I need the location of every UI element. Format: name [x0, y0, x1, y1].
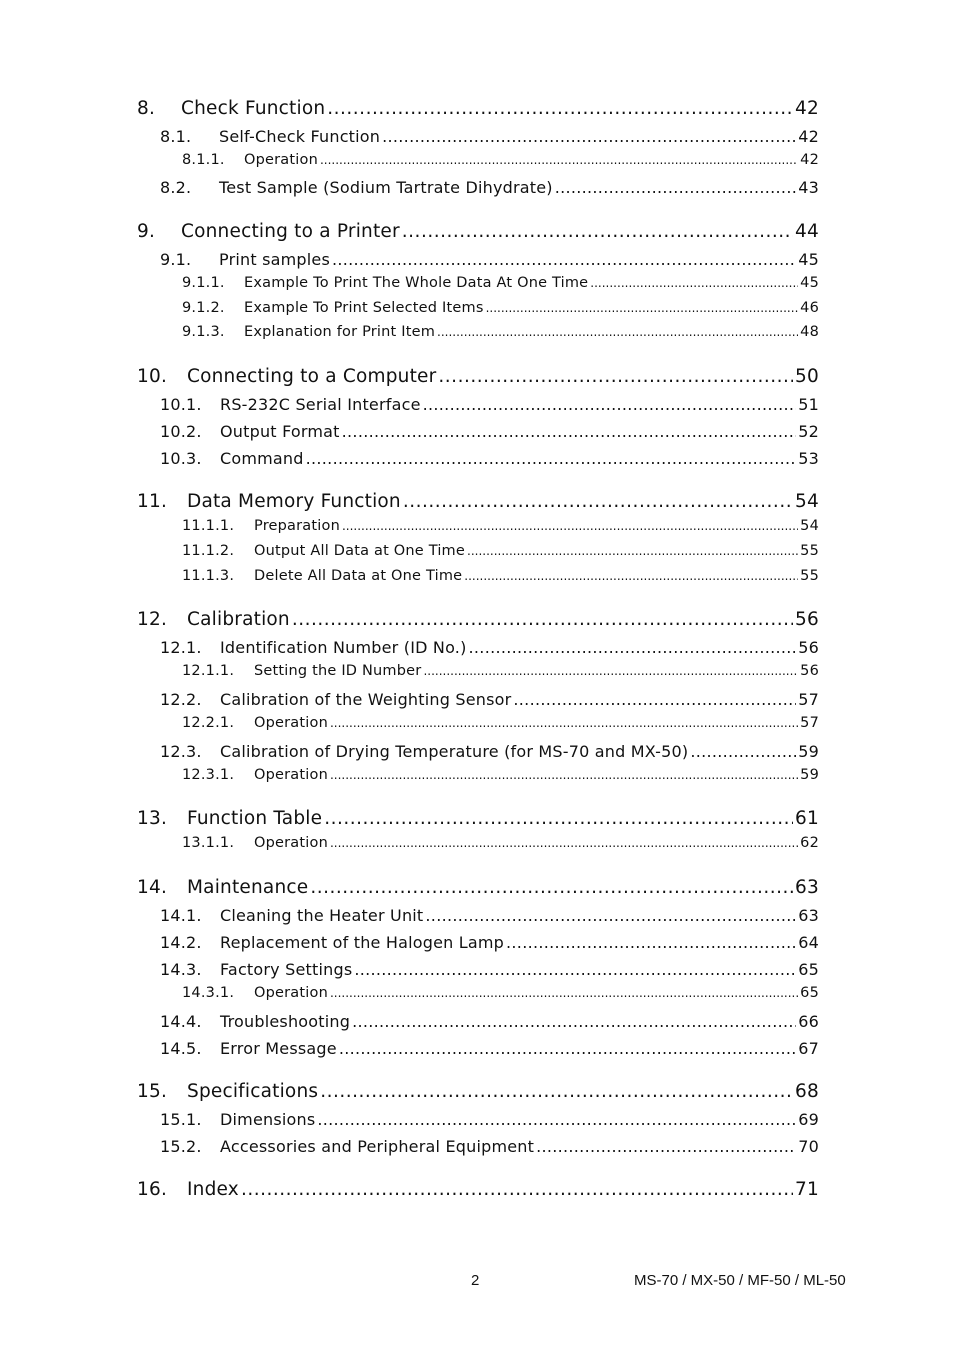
toc-entry-title: Index	[187, 1179, 239, 1200]
toc-entry[interactable]	[137, 609, 819, 630]
toc-dot-leader	[339, 1039, 796, 1058]
toc-entry-page: 53	[798, 449, 819, 468]
toc-dot-leader	[330, 768, 798, 782]
toc-entry-number: 12.	[137, 609, 168, 630]
toc-dot-leader	[467, 544, 798, 558]
toc-dot-leader	[342, 422, 797, 441]
toc-entry-page: 43	[798, 178, 819, 197]
toc-entry-number: 12.2.	[160, 690, 202, 709]
toc-entry-title: Command	[220, 449, 304, 468]
toc-entry-number: 12.3.1.	[182, 767, 235, 783]
toc-entry[interactable]	[182, 543, 819, 559]
toc-entry-page: 51	[798, 395, 819, 414]
toc-dot-leader	[354, 960, 796, 979]
toc-entry-number: 15.1.	[160, 1110, 202, 1129]
toc-entry[interactable]	[160, 250, 819, 269]
toc-entry-page: 52	[798, 422, 819, 441]
toc-entry-page: 44	[795, 221, 819, 242]
toc-dot-leader	[690, 742, 796, 761]
toc-entry-page: 70	[798, 1137, 819, 1156]
toc-dot-leader	[469, 638, 797, 657]
toc-entry-title: Example To Print Selected Items	[244, 300, 484, 316]
toc-entry-number: 16.	[137, 1179, 168, 1200]
toc-entry-title: Operation	[254, 715, 328, 731]
toc-dot-leader	[327, 98, 793, 119]
toc-entry-number: 12.3.	[160, 742, 202, 761]
toc-entry[interactable]	[182, 300, 819, 316]
toc-entry-number: 14.5.	[160, 1039, 202, 1058]
toc-dot-leader	[330, 836, 798, 850]
toc-dot-leader	[320, 1081, 793, 1102]
toc-dot-leader	[506, 933, 796, 952]
toc-entry-title: Check Function	[181, 98, 326, 119]
toc-entry-page: 59	[798, 742, 819, 761]
toc-entry-page: 65	[800, 985, 819, 1001]
toc-entry-title: Output All Data at One Time	[254, 543, 465, 559]
toc-dot-leader	[332, 250, 796, 269]
toc-dot-leader	[590, 276, 798, 290]
toc-entry[interactable]	[182, 767, 819, 783]
toc-entry-number: 12.1.1.	[182, 663, 235, 679]
toc-entry[interactable]	[137, 98, 819, 119]
toc-entry[interactable]	[137, 1081, 819, 1102]
toc-entry-title: Operation	[254, 767, 328, 783]
toc-entry[interactable]	[160, 422, 819, 441]
toc-entry[interactable]	[160, 906, 819, 925]
toc-entry-number: 9.1.	[160, 250, 192, 269]
toc-entry-number: 8.1.1.	[182, 152, 225, 168]
toc-entry-number: 11.1.3.	[182, 568, 235, 584]
toc-dot-leader	[330, 716, 798, 730]
toc-entry-title: Example To Print The Whole Data At One Time	[244, 275, 589, 291]
toc-entry[interactable]	[137, 221, 819, 242]
toc-entry-page: 62	[800, 835, 819, 851]
toc-entry-page: 69	[798, 1110, 819, 1129]
toc-entry-number: 10.3.	[160, 449, 202, 468]
toc-entry-page: 56	[798, 638, 819, 657]
toc-entry-page: 45	[798, 250, 819, 269]
toc-dot-leader	[320, 153, 798, 167]
toc-entry-title: RS-232C Serial Interface	[220, 395, 421, 414]
toc-entry-number: 8.	[137, 98, 156, 119]
toc-dot-leader	[513, 690, 796, 709]
toc-entry-title: Error Message	[220, 1039, 337, 1058]
toc-entry-number: 11.1.2.	[182, 543, 235, 559]
toc-entry-title: Self-Check Function	[219, 127, 381, 146]
toc-dot-leader	[464, 569, 798, 583]
toc-dot-leader	[402, 221, 793, 242]
toc-entry-page: 56	[795, 609, 819, 630]
toc-entry-title: Print samples	[219, 250, 330, 269]
toc-entry-title: Specifications	[187, 1081, 319, 1102]
toc-dot-leader	[324, 808, 793, 829]
toc-dot-leader	[352, 1012, 796, 1031]
toc-entry-title: Data Memory Function	[187, 491, 401, 512]
toc-dot-leader	[425, 906, 796, 925]
toc-entry-number: 14.4.	[160, 1012, 202, 1031]
toc-dot-leader	[241, 1179, 793, 1200]
toc-dot-leader	[555, 178, 797, 197]
toc-entry[interactable]	[137, 808, 819, 829]
toc-entry-page: 65	[798, 960, 819, 979]
toc-entry-page: 46	[800, 300, 819, 316]
toc-entry-number: 13.	[137, 808, 168, 829]
toc-entry-number: 14.1.	[160, 906, 202, 925]
toc-entry-title: Dimensions	[220, 1110, 316, 1129]
toc-dot-leader	[306, 449, 797, 468]
toc-entry[interactable]	[160, 178, 819, 197]
toc-entry[interactable]	[137, 1179, 819, 1200]
toc-entry-title: Calibration	[187, 609, 290, 630]
toc-entry-number: 12.2.1.	[182, 715, 235, 731]
toc-entry[interactable]	[160, 1110, 819, 1129]
toc-entry[interactable]	[160, 638, 819, 657]
toc-entry-page: 61	[795, 808, 819, 829]
toc-dot-leader	[403, 491, 793, 512]
toc-entry-title: Factory Settings	[220, 960, 353, 979]
toc-entry-page: 42	[800, 152, 819, 168]
toc-entry[interactable]	[182, 152, 819, 168]
toc-entry[interactable]	[182, 663, 819, 679]
toc-entry-number: 8.1.	[160, 127, 192, 146]
toc-entry-page: 42	[798, 127, 819, 146]
toc-entry-number: 10.2.	[160, 422, 202, 441]
toc-entry-page: 71	[795, 1179, 819, 1200]
toc-dot-leader	[310, 877, 793, 898]
toc-entry-number: 13.1.1.	[182, 835, 235, 851]
toc-entry[interactable]	[182, 324, 819, 340]
toc-entry-number: 9.1.1.	[182, 275, 225, 291]
toc-entry-number: 9.1.3.	[182, 324, 225, 340]
toc-entry-title: Cleaning the Heater Unit	[220, 906, 424, 925]
toc-entry-title: Output Format	[220, 422, 340, 441]
toc-entry-page: 42	[795, 98, 819, 119]
toc-entry[interactable]	[160, 1137, 819, 1156]
toc-entry-title: Maintenance	[187, 877, 309, 898]
toc-entry-number: 10.	[137, 366, 168, 387]
toc-entry-title: Function Table	[187, 808, 323, 829]
toc-dot-leader	[292, 609, 793, 630]
toc-entry[interactable]	[160, 960, 819, 979]
toc-entry-number: 14.2.	[160, 933, 202, 952]
toc-entry-page: 50	[795, 366, 819, 387]
toc-entry-page: 66	[798, 1012, 819, 1031]
toc-dot-leader	[536, 1137, 796, 1156]
toc-entry[interactable]	[160, 449, 819, 468]
toc-dot-leader	[317, 1110, 796, 1129]
toc-entry[interactable]	[160, 933, 819, 952]
toc-entry[interactable]	[160, 742, 819, 761]
toc-entry-number: 14.3.1.	[182, 985, 235, 1001]
toc-entry-page: 54	[795, 491, 819, 512]
toc-entry[interactable]	[160, 1012, 819, 1031]
toc-entry-title: Test Sample (Sodium Tartrate Dihydrate)	[219, 178, 553, 197]
toc-entry[interactable]	[182, 715, 819, 731]
toc-entry[interactable]	[182, 275, 819, 291]
toc-entry[interactable]	[182, 835, 819, 851]
toc-entry-title: Accessories and Peripheral Equipment	[220, 1137, 535, 1156]
toc-entry-page: 48	[800, 324, 819, 340]
toc-entry-title: Explanation for Print Item	[244, 324, 436, 340]
toc-dot-leader	[382, 127, 796, 146]
toc-entry[interactable]	[160, 1039, 819, 1058]
toc-entry-page: 57	[800, 715, 819, 731]
toc-entry-page: 55	[800, 568, 819, 584]
toc-dot-leader	[437, 325, 798, 339]
toc-entry-page: 68	[795, 1081, 819, 1102]
toc-dot-leader	[423, 395, 797, 414]
toc-entry-title: Replacement of the Halogen Lamp	[220, 933, 505, 952]
model-name: MS-70 / MX-50 / MF-50 / ML-50	[634, 1272, 846, 1289]
toc-dot-leader	[486, 301, 799, 315]
toc-entry[interactable]	[182, 985, 819, 1001]
toc-entry[interactable]	[182, 518, 819, 534]
toc-entry-title: Calibration of Drying Temperature (for MS-70 and MX-50)	[220, 742, 689, 761]
toc-entry-title: Identification Number (ID No.)	[220, 638, 467, 657]
toc-dot-leader	[438, 366, 793, 387]
toc-entry-number: 9.	[137, 221, 156, 242]
toc-entry-page: 57	[798, 690, 819, 709]
toc-entry-page: 67	[798, 1039, 819, 1058]
toc-entry[interactable]	[160, 395, 819, 414]
toc-entry-number: 15.	[137, 1081, 168, 1102]
toc-entry-number: 11.	[137, 491, 168, 512]
toc-entry[interactable]	[137, 491, 819, 512]
toc-entry-page: 63	[795, 877, 819, 898]
toc-dot-leader	[423, 664, 798, 678]
toc-entry-number: 14.3.	[160, 960, 202, 979]
toc-entry[interactable]	[160, 127, 819, 146]
toc-entry[interactable]	[160, 690, 819, 709]
toc-entry-page: 63	[798, 906, 819, 925]
toc-entry-title: Delete All Data at One Time	[254, 568, 463, 584]
toc-entry-page: 64	[798, 933, 819, 952]
toc-entry[interactable]	[137, 366, 819, 387]
toc-entry-number: 9.1.2.	[182, 300, 225, 316]
toc-entry-page: 59	[800, 767, 819, 783]
toc-entry[interactable]	[137, 877, 819, 898]
toc-entry-number: 14.	[137, 877, 168, 898]
toc-entry-title: Connecting to a Printer	[181, 221, 400, 242]
toc-entry-title: Calibration of the Weighting Sensor	[220, 690, 512, 709]
toc-entry-number: 11.1.1.	[182, 518, 235, 534]
toc-entry-page: 56	[800, 663, 819, 679]
toc-entry-title: Connecting to a Computer	[187, 366, 437, 387]
toc-entry-number: 12.1.	[160, 638, 202, 657]
toc-entry-title: Operation	[244, 152, 318, 168]
toc-entry-number: 8.2.	[160, 178, 192, 197]
toc-entry-title: Troubleshooting	[220, 1012, 351, 1031]
toc-entry[interactable]	[182, 568, 819, 584]
toc-dot-leader	[330, 986, 798, 1000]
toc-entry-title: Setting the ID Number	[254, 663, 422, 679]
toc-dot-leader	[342, 519, 798, 533]
toc-entry-title: Operation	[254, 835, 328, 851]
toc-entry-page: 54	[800, 518, 819, 534]
toc-entry-number: 10.1.	[160, 395, 202, 414]
toc-entry-page: 55	[800, 543, 819, 559]
toc-entry-title: Preparation	[254, 518, 340, 534]
toc-entry-page: 45	[800, 275, 819, 291]
page-number: 2	[471, 1272, 480, 1289]
toc-entry-number: 15.2.	[160, 1137, 202, 1156]
toc-entry-title: Operation	[254, 985, 328, 1001]
